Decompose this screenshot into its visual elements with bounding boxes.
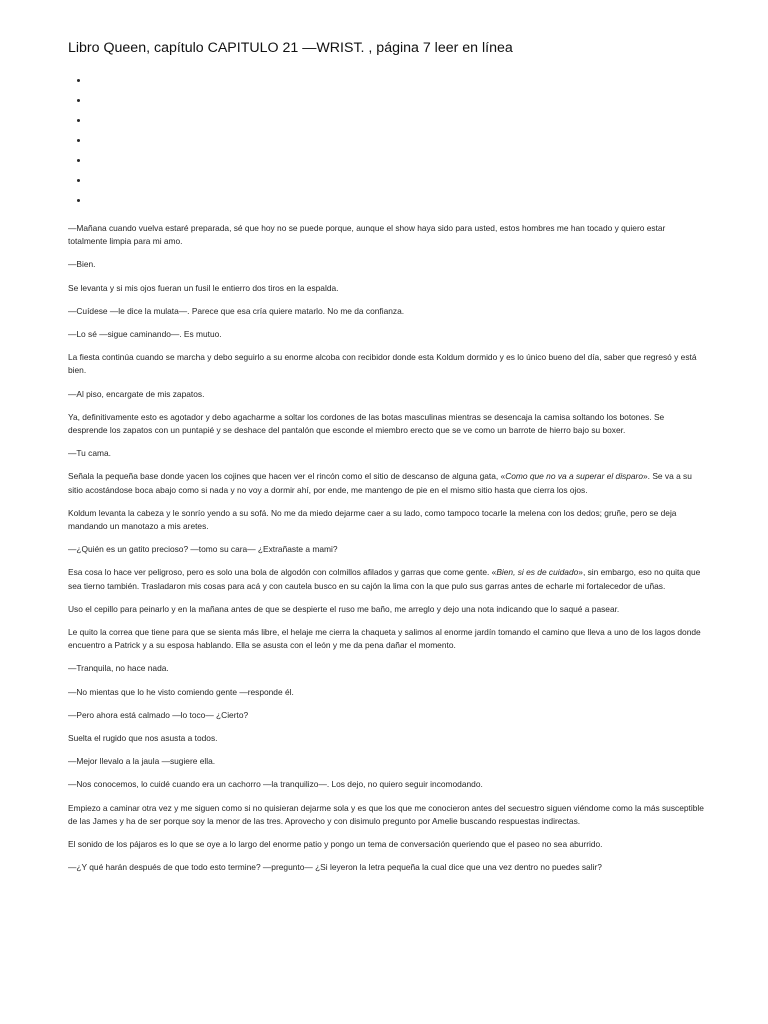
paragraph-text: —¿Y qué harán después de que todo esto termine? —pregunto— ¿Si leyeron la letra pequeña la cual dice que una vez dentro no puedes salir? bbox=[68, 862, 602, 873]
paragraph bbox=[68, 861, 704, 874]
paragraph bbox=[68, 351, 704, 377]
paragraph-text: Se levanta y si mis ojos fueran un fusil le entierro dos tiros en la espalda. bbox=[68, 282, 339, 293]
paragraph bbox=[68, 626, 704, 652]
paragraph-text: El sonido de los pájaros es lo que se oye a lo largo del enorme patio y pongo un tema de conversación queriendo que el paseo no sea aburrido. bbox=[68, 839, 603, 850]
page-title: Libro Queen, capítulo CAPITULO 21 —WRIST. , página 7 leer en línea bbox=[68, 40, 513, 56]
paragraph-text: Empiezo a caminar otra vez y me siguen como si no quisieran dejarme sola y es que los que me conocieron antes del secuestro siguen viéndome como la más susceptible de las James y ha de ser porque soy la menor de las tres. Aprovecho y con disimulo pregunto por Amelie buscando respuestas indirectas. bbox=[68, 802, 704, 826]
empty-bullet-list bbox=[68, 71, 768, 211]
paragraph-text: —Tranquila, no hace nada. bbox=[68, 663, 169, 674]
paragraph-text: Uso el cepillo para peinarlo y en la mañana antes de que se despierte el ruso me baño, me arreglo y dejo una nota indicando que lo saqué a pasear. bbox=[68, 603, 620, 614]
chapter-text bbox=[68, 222, 704, 875]
paragraph-text: —Tu cama. bbox=[68, 448, 111, 459]
list-item bbox=[77, 151, 768, 171]
paragraph bbox=[68, 282, 704, 295]
list-item bbox=[77, 91, 768, 111]
paragraph-text: —Mañana cuando vuelva estaré preparada, sé que hoy no se puede porque, aunque el show haya sido para usted, estos hombres me han tocado y quiero estar totalmente limpia para mi amo. bbox=[68, 223, 666, 247]
list-item bbox=[77, 131, 768, 151]
paragraph bbox=[68, 222, 704, 248]
paragraph-text: —No mientas que lo he visto comiendo gente —responde él. bbox=[68, 686, 294, 697]
paragraph-text: —Al piso, encargate de mis zapatos. bbox=[68, 388, 205, 399]
paragraph bbox=[68, 447, 704, 460]
paragraph-text: —Bien. bbox=[68, 259, 96, 270]
paragraph-text: —Lo sé —sigue caminando—. Es mutuo. bbox=[68, 329, 222, 340]
paragraph-text: ». Se va a su sitio acostándose boca abajo como si nada y no voy a dormir ahí, por ende, me mantengo de pie en el mismo sitio hasta que cierra los ojos. bbox=[68, 471, 692, 495]
paragraph bbox=[68, 662, 704, 675]
paragraph-text: Koldum levanta la cabeza y le sonrío yendo a su sofá. No me da miedo dejarme caer a su lado, como tampoco tocarle la melena con los dedos; gruñe, pero se deja mandando un manotazo a mis aretes. bbox=[68, 507, 677, 532]
paragraph-text: La fiesta continúa cuando se marcha y debo seguirlo a su enorme alcoba con recibidor donde esta Koldum dormido y es lo único bueno del día, saber que regresó y está bien. bbox=[68, 352, 697, 376]
paragraph bbox=[68, 755, 704, 768]
paragraph-text: —Mejor llevalo a la jaula —sugiere ella. bbox=[68, 756, 216, 767]
paragraph-text: Suelta el rugido que nos asusta a todos. bbox=[68, 733, 218, 744]
paragraph-text: Ya, definitivamente esto es agotador y debo agacharme a soltar los cordones de las botas masculinas mientras se desencaja la camisa soltando los botones. Se desprende los zapatos con un puntapié y se deshace del pantalón que esconde el miembro erecto que se ve como un barrote de hierro bajo su boxer. bbox=[68, 411, 665, 436]
list-item bbox=[77, 111, 768, 131]
paragraph bbox=[68, 802, 704, 828]
paragraph-text: », sin embargo, eso no quita que sea tierno también. Trasladaron mis cosas para acá y con cautela busco en su cajón la lima con la que pulo sus garras antes de echarle mi fortalecedor de uñas. bbox=[68, 567, 701, 591]
paragraph bbox=[68, 258, 704, 271]
paragraph bbox=[68, 566, 704, 592]
paragraph-text: —Pero ahora está calmado —lo toco— ¿Cierto? bbox=[68, 709, 249, 720]
list-item bbox=[77, 71, 768, 91]
paragraph bbox=[68, 709, 704, 722]
paragraph bbox=[68, 328, 704, 341]
paragraph bbox=[68, 732, 704, 745]
italic-text: Bien, si es de cuidado bbox=[496, 567, 579, 578]
paragraph bbox=[68, 838, 704, 851]
italic-text: Como que no va a superar el disparo bbox=[505, 471, 644, 482]
paragraph-text: Esa cosa lo hace ver peligroso, pero es solo una bola de algodón con colmillos afilados y garras que come gente. « bbox=[68, 567, 497, 578]
paragraph-text: Le quito la correa que tiene para que se sienta más libre, el helaje me cierra la chaqueta y salimos al enorme jardín tomando el camino que lleva a uno de los lagos donde encuentro a Patrick y a su esposa hablando. Ella se asusta con el león y me da pena dañar el momento. bbox=[68, 627, 701, 651]
paragraph bbox=[68, 411, 704, 437]
list-item bbox=[77, 171, 768, 191]
paragraph bbox=[68, 388, 704, 401]
paragraph bbox=[68, 603, 704, 616]
paragraph-text: Señala la pequeña base donde yacen los cojines que hacen ver el rincón como el sitio de descanso de alguna gata, « bbox=[68, 471, 506, 482]
paragraph bbox=[68, 686, 704, 699]
paragraph-text: —Nos conocemos, lo cuidé cuando era un cachorro —la tranquilizo—. Los dejo, no quiero seguir incomodando. bbox=[68, 779, 483, 790]
paragraph bbox=[68, 778, 704, 791]
paragraph bbox=[68, 470, 704, 496]
paragraph-text: —Cuídese —le dice la mulata—. Parece que esa cría quiere matarlo. No me da confianza. bbox=[68, 305, 405, 316]
list-item bbox=[77, 191, 768, 211]
paragraph bbox=[68, 305, 704, 318]
paragraph bbox=[68, 507, 704, 533]
paragraph-text: —¿Quién es un gatito precioso? —tomo su cara— ¿Extrañaste a mami? bbox=[68, 544, 338, 555]
paragraph bbox=[68, 543, 704, 556]
